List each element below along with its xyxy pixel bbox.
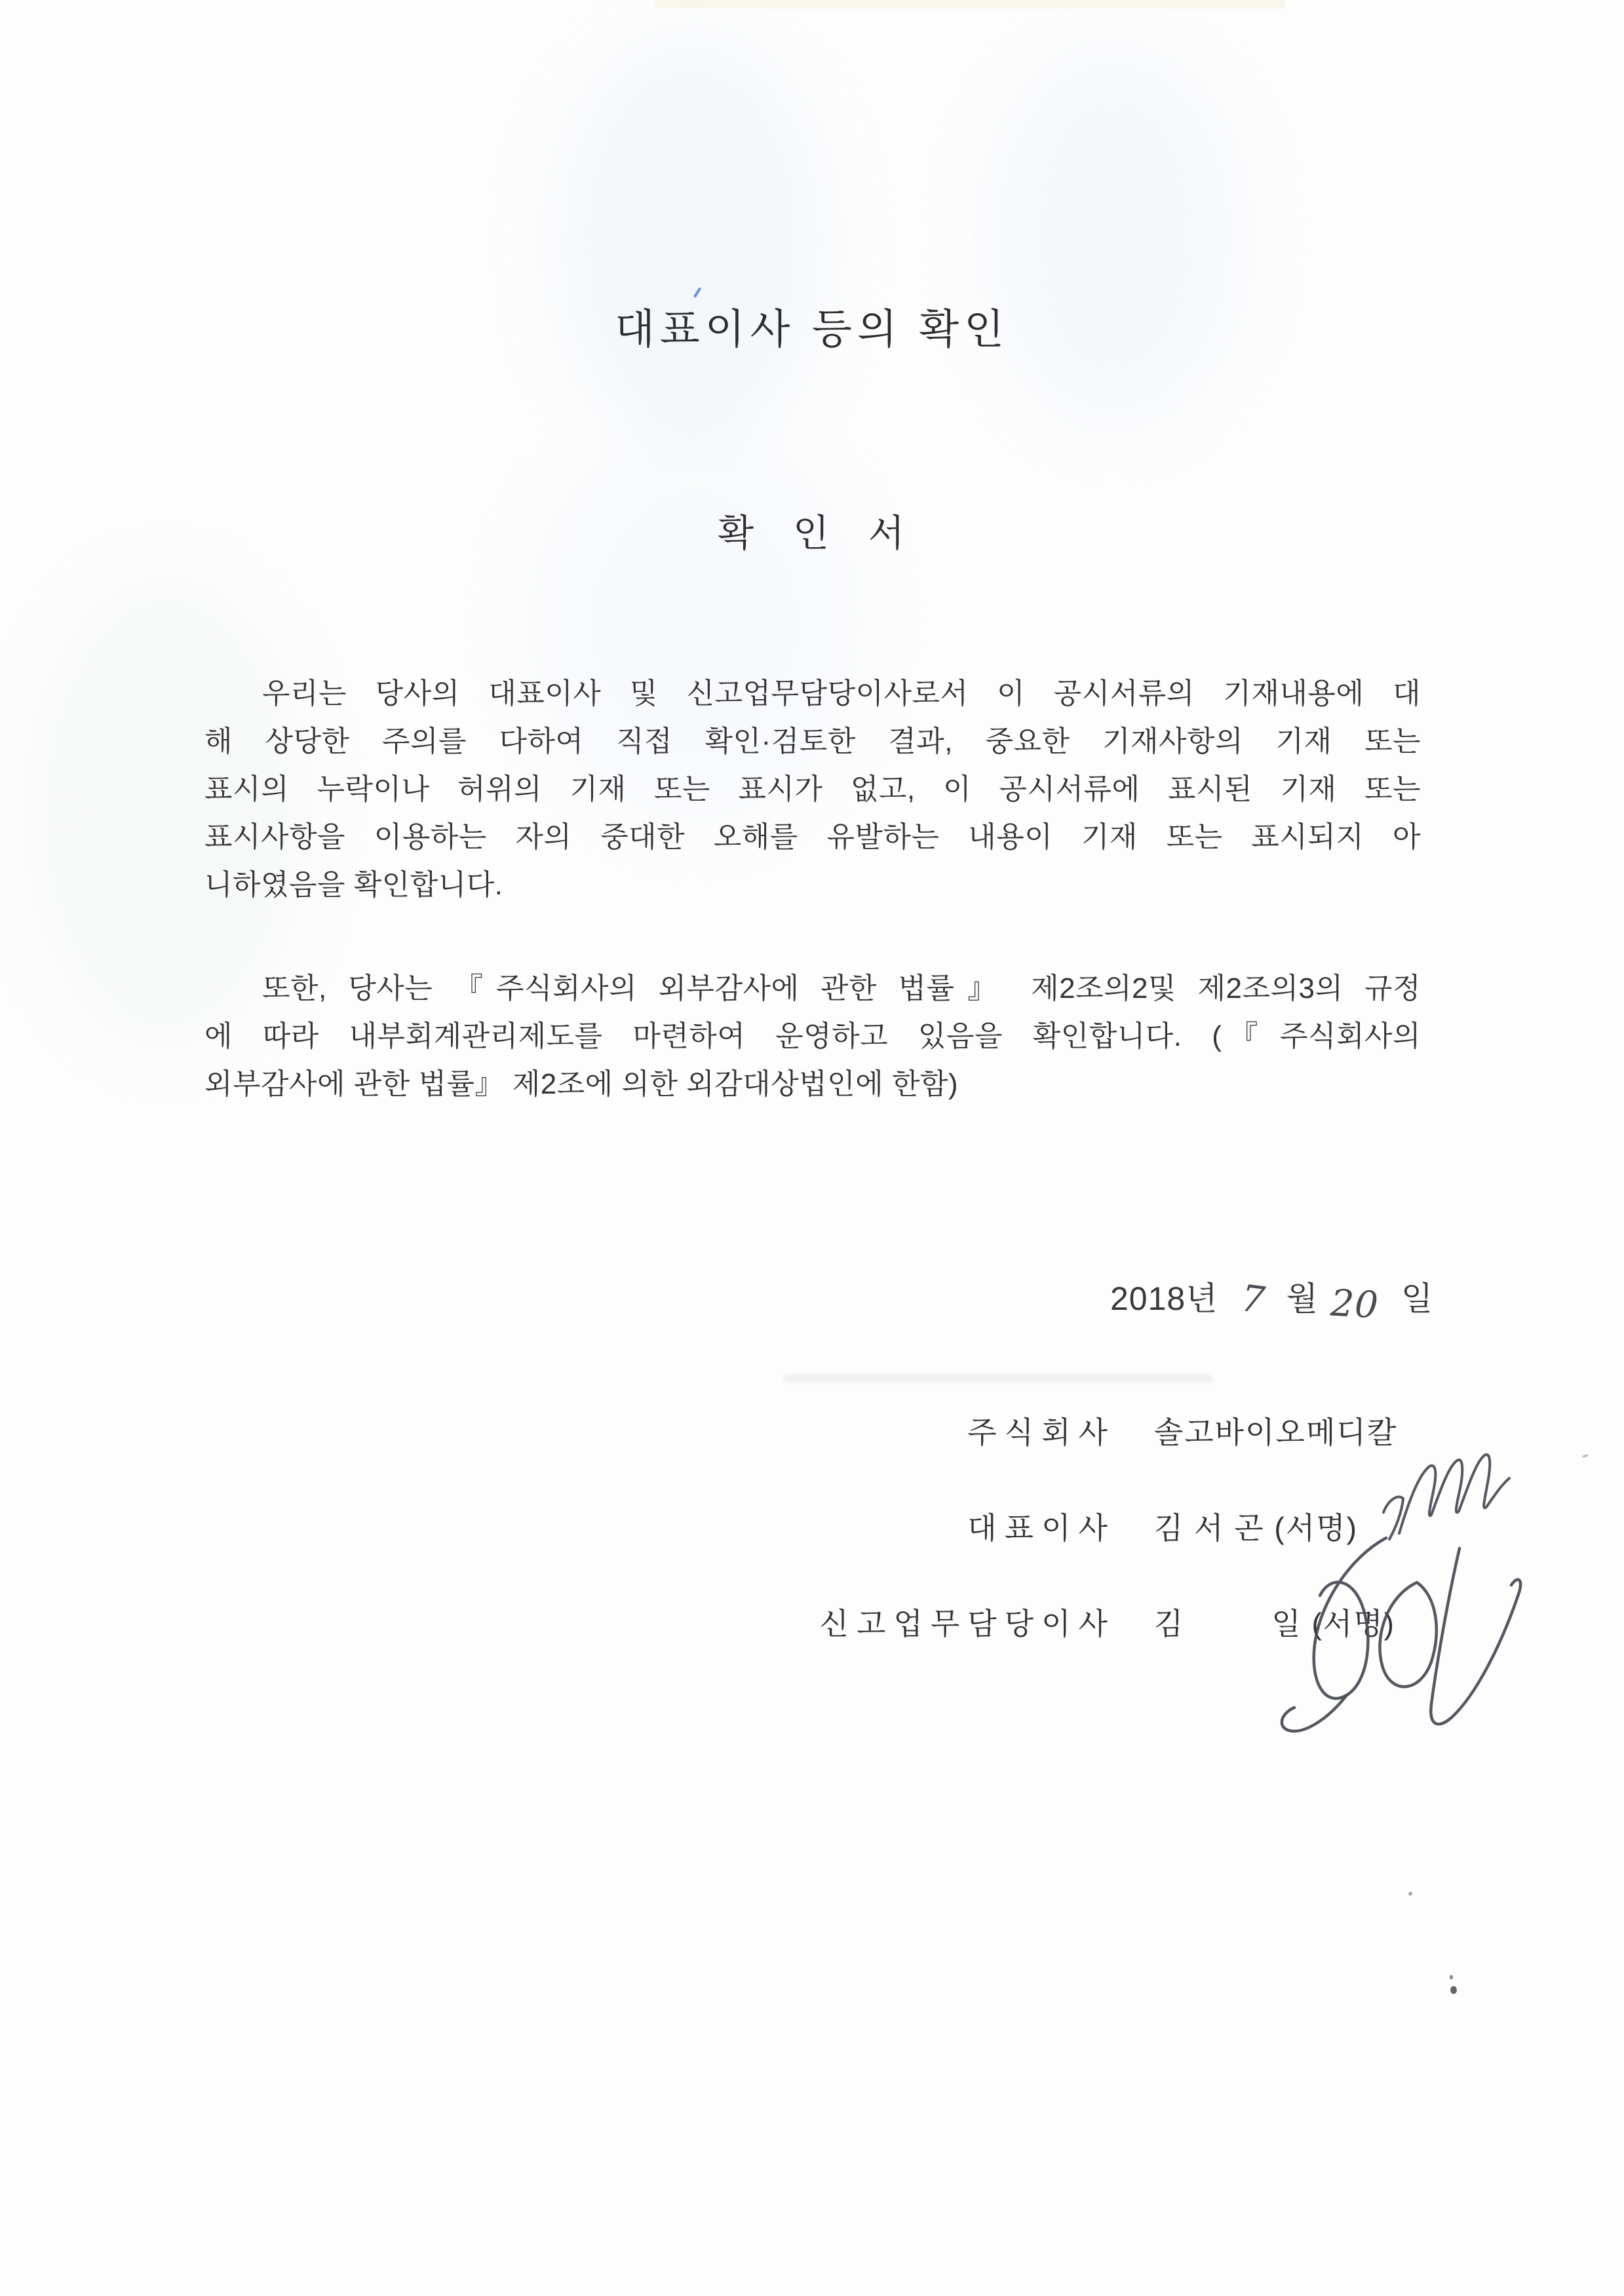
paragraph-1	[204, 670, 1421, 909]
date-year: 2018년	[1110, 1280, 1218, 1317]
reporting-officer-signature	[1209, 1530, 1537, 1756]
paragraph-1-line-4: 표시사항을 이용하는 자의 중대한 오해를 유발하는 내용이 기재 또는 표시되지 아	[204, 821, 1421, 853]
company-label: 주식회사	[967, 1415, 1115, 1449]
paragraph-1-line-5: 니하였음을 확인합니다.	[204, 869, 503, 901]
scan-streak	[783, 1374, 1212, 1383]
document-title: 대표이사 등의 확인	[615, 307, 1009, 353]
paragraph-2-line-2: 에 따라 내부회계관리제도를 마련하여 운영하고 있음을 확인합니다. (『주식회사의	[204, 1020, 1421, 1052]
scan-smudge	[983, 46, 1245, 426]
scan-smudge	[551, 33, 832, 452]
company-name: 솔고바이오메디칼	[1153, 1415, 1398, 1449]
scan-speck	[1450, 1986, 1457, 1994]
reporting-officer-name: 김 일 (서명)	[1153, 1607, 1395, 1641]
paragraph-2	[204, 965, 1421, 1108]
ceo-name: 김 서 곤 (서명)	[1153, 1511, 1358, 1545]
scan-speck	[1450, 1975, 1453, 1980]
scan-edge-band	[655, 0, 1285, 9]
handwritten-month-value	[1235, 1270, 1271, 1338]
document-subtitle: 확 인 서	[718, 512, 906, 554]
reporting-officer-label: 신고업무담당이사	[819, 1607, 1115, 1641]
svg-text:20: 20	[1329, 1282, 1380, 1328]
paragraph-2-line-3: 외부감사에 관한 법률』 제2조에 의한 외감대상법인에 한함)	[204, 1068, 959, 1100]
date-month-suffix: 월	[1286, 1280, 1319, 1317]
scan-speck	[1582, 1453, 1589, 1458]
ceo-label: 대표이사	[967, 1511, 1115, 1545]
handwritten-day-value	[1326, 1283, 1400, 1338]
date-day-suffix: 일	[1401, 1280, 1434, 1317]
paragraph-1-line-3: 표시의 누락이나 허위의 기재 또는 표시가 없고, 이 공시서류에 표시된 기재 또는	[204, 773, 1421, 805]
paragraph-1-line-1: 우리는 당사의 대표이사 및 신고업무담당이사로서 이 공시서류의 기재내용에 대	[262, 678, 1421, 710]
date-line	[1110, 1272, 1433, 1338]
paragraph-1-line-2: 해 상당한 주의를 다하여 직접 확인·검토한 결과, 중요한 기재사항의 기재 또는	[204, 725, 1421, 757]
svg-text:7: 7	[1238, 1276, 1267, 1322]
paragraph-2-line-1: 또한, 당사는 『주식회사의 외부감사에 관한 법률』 제2조의2및 제2조의3의 규정	[262, 972, 1421, 1004]
scan-speck	[1408, 1892, 1412, 1896]
